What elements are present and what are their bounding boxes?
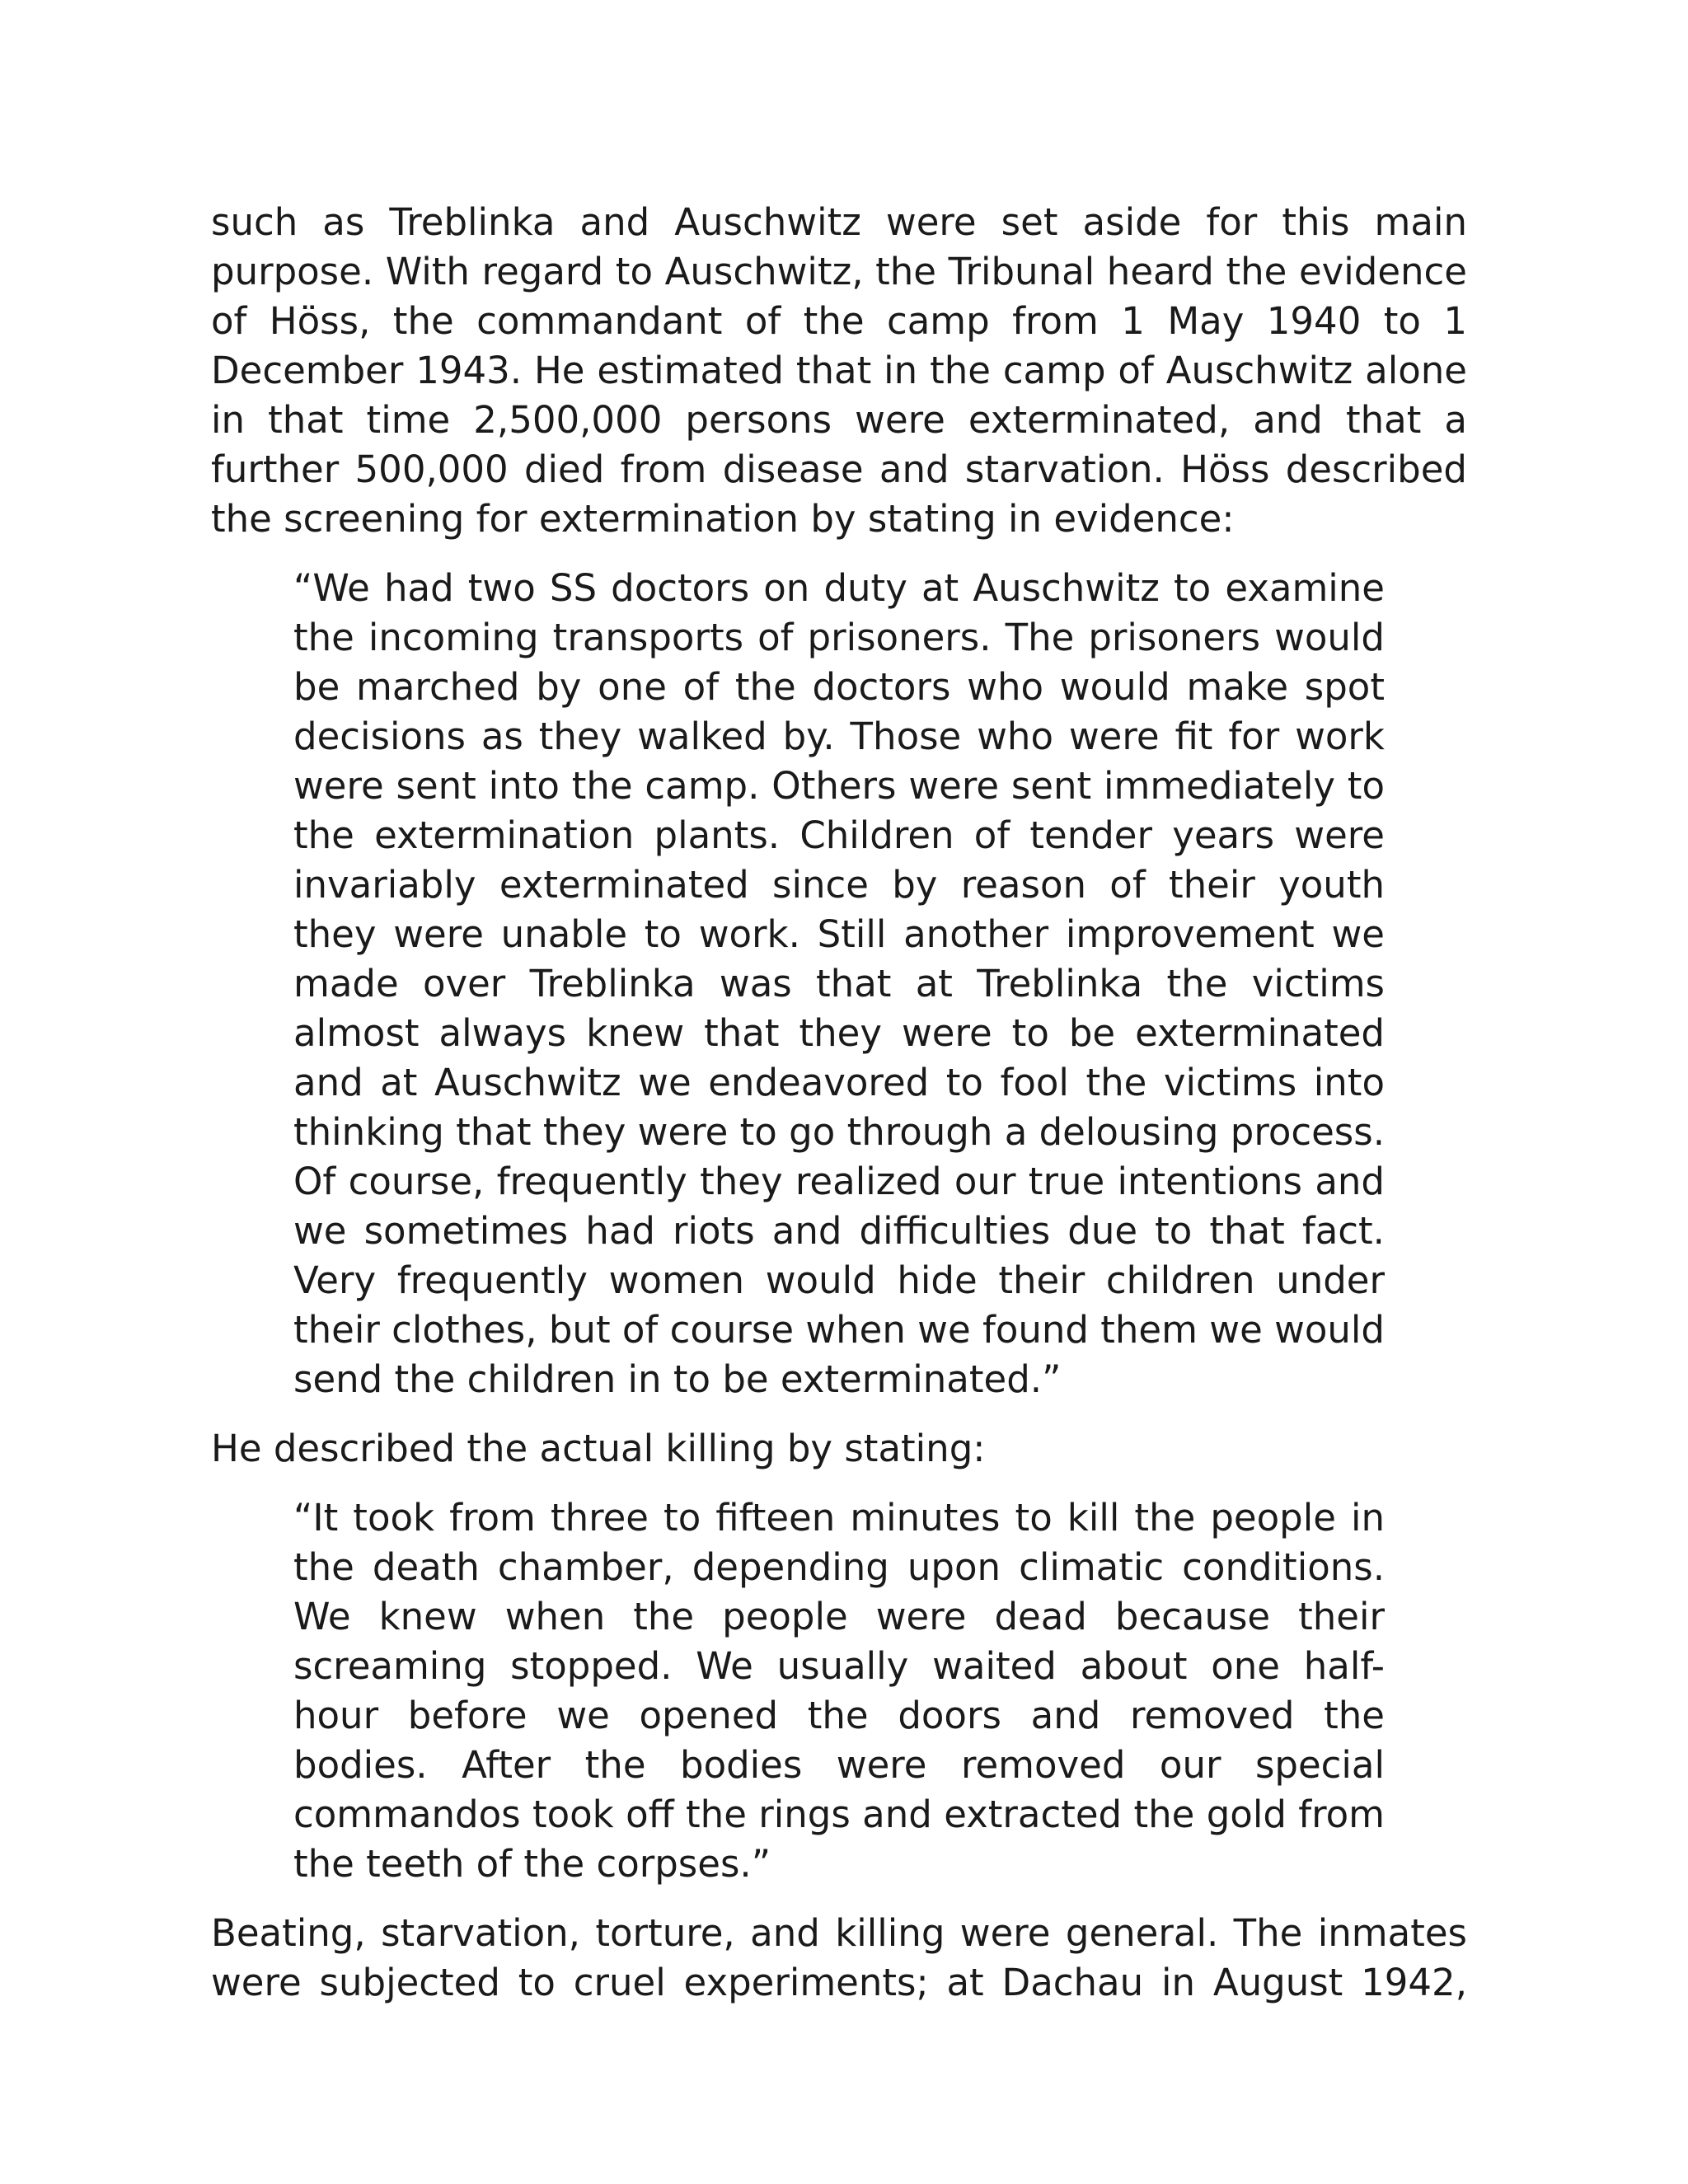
body-paragraph-2: He described the actual killing by stating: xyxy=(211,1427,986,1470)
document-page xyxy=(211,198,1467,2008)
block-quote-2: “It took from three to fifteen minutes to kill the people in the death chamber, depending upon climatic conditions. We knew when the people were dead because their screaming stopped. We usually waited about one half-hour before we opened the doors and removed the bodies. After the bodies were removed our special commandos took off the rings and extracted the gold from the teeth of the corpses.” xyxy=(293,1496,1385,1886)
block-quote-1: “We had two SS doctors on duty at Auschwitz to examine the incoming transports of prisoners. The prisoners would be marched by one of the doctors who would make spot decisions as they walked by. Those who were fit for work were sent into the camp. Others were sent immediately to the extermination plants. Children of tender years were invariably exterminated since by reason of their youth they were unable to work. Still another improvement we made over Treblinka was that at Treblinka the victims almost always knew that they were to be exterminated and at Auschwitz we endeavored to fool the victims into thinking that they were to go through a delousing process. Of course, frequently they realized our true intentions and we sometimes had riots and difficulties due to that fact. Very frequently women would hide their children under their clothes, but of course when we found them we would send the children in to be exterminated.” xyxy=(293,566,1385,1401)
body-paragraph-1: such as Treblinka and Auschwitz were set aside for this main purpose. With regard to Auschwitz, the Tribunal heard the evidence of Höss, the commandant of the camp from 1 May 1940 to 1 December 1943. He estimated that in the camp of Auschwitz alone in that time 2,500,000 persons were exterminated, and that a further 500,000 died from disease and starvation. Höss described the screening for extermination by stating in evidence: xyxy=(211,200,1467,541)
body-paragraph-3: Beating, starvation, torture, and killing were general. The inmates were subjected to cruel experiments; at Dachau in August 1942, xyxy=(211,1911,1467,2004)
